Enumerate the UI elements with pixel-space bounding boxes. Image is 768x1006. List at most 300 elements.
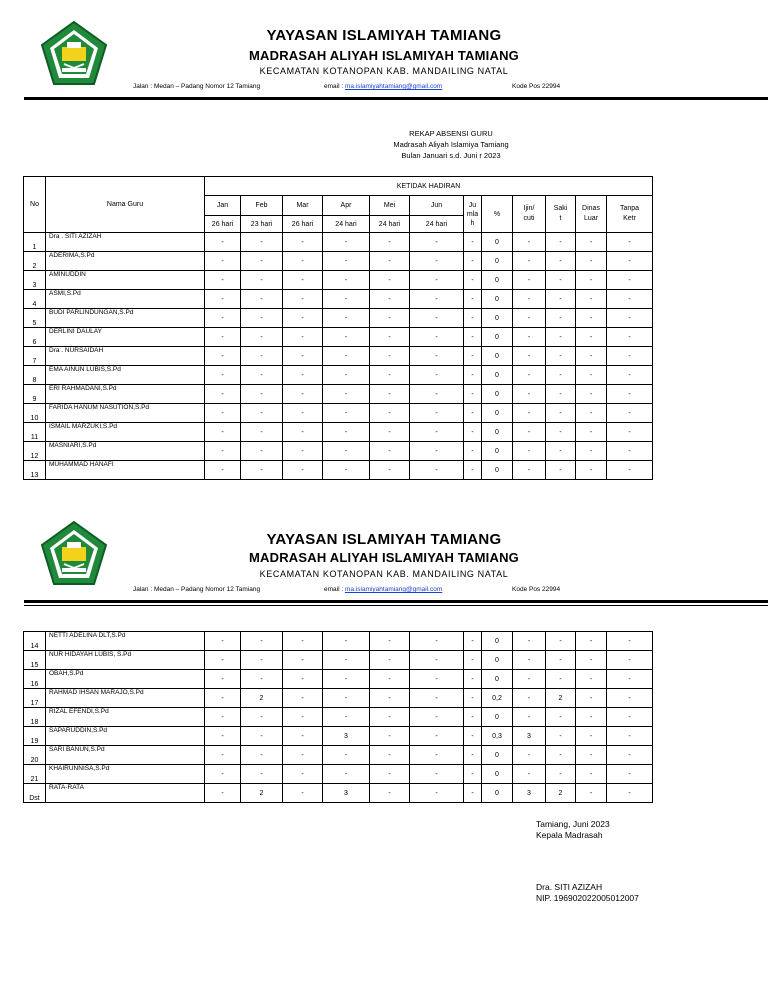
attendance-cell: - [546,385,576,404]
teacher-name: FARIDA HANUM NASUTION,S.Pd [46,404,205,423]
table-row [24,461,653,480]
attendance-cell: - [205,689,241,708]
attendance-cell: - [546,328,576,347]
attendance-cell: - [241,746,283,765]
attendance-cell: - [370,271,410,290]
attendance-cell: - [410,708,464,727]
attendance-cell: - [410,252,464,271]
table-row [24,404,653,423]
attendance-cell: - [283,784,323,803]
attendance-cell: - [323,632,370,651]
table-row [24,689,653,708]
attendance-cell: - [607,765,653,784]
attendance-cell: 2 [546,689,576,708]
attendance-cell: 3 [513,784,546,803]
header-ketidak-hadiran: KETIDAK HADIRAN [205,177,653,196]
attendance-cell: - [323,290,370,309]
attendance-cell: 0 [482,632,513,651]
attendance-cell: - [576,252,607,271]
attendance-cell: - [546,746,576,765]
attendance-cell: - [464,404,482,423]
attendance-cell: - [546,347,576,366]
attendance-cell: - [607,385,653,404]
attendance-cell: - [283,309,323,328]
attendance-cell: - [370,784,410,803]
attendance-cell: - [607,727,653,746]
signature-name-block [536,882,639,904]
attendance-cell: - [576,651,607,670]
attendance-cell: - [513,765,546,784]
attendance-cell: - [205,385,241,404]
attendance-cell: - [323,385,370,404]
attendance-cell: - [464,252,482,271]
teacher-name: EMA AINUN LUBIS,S.Pd [46,366,205,385]
attendance-cell: - [607,689,653,708]
attendance-cell: - [546,632,576,651]
attendance-cell: - [370,765,410,784]
teacher-name: RIZAL EFENDI,S.Pd [46,708,205,727]
attendance-cell: - [464,670,482,689]
attendance-cell: - [370,309,410,328]
attendance-cell: - [283,423,323,442]
letterhead-rule [24,600,768,603]
teacher-name: KHAIRUNNISA,S.Pd [46,765,205,784]
row-number: 8 [24,366,46,385]
attendance-cell: - [205,727,241,746]
attendance-cell: - [576,309,607,328]
attendance-cell: - [370,442,410,461]
attendance-cell: - [546,233,576,252]
attendance-cell: - [283,328,323,347]
attendance-cell: - [576,233,607,252]
attendance-cell: - [370,423,410,442]
table-row [24,670,653,689]
attendance-cell: 0,2 [482,689,513,708]
attendance-cell: - [241,233,283,252]
header-days: 23 hari [241,216,283,233]
header-days: 24 hari [370,216,410,233]
attendance-cell: - [513,252,546,271]
attendance-cell: - [323,746,370,765]
attendance-cell: - [370,689,410,708]
attendance-cell: - [607,746,653,765]
table-row [24,442,653,461]
attendance-cell: - [410,347,464,366]
teacher-name: NUR HIDAYAH LUBIS, S.Pd [46,651,205,670]
attendance-cell: - [410,233,464,252]
attendance-cell: - [607,784,653,803]
attendance-cell: - [607,233,653,252]
attendance-cell: 0 [482,670,513,689]
header-no: No [24,177,46,233]
attendance-cell: - [576,727,607,746]
attendance-cell: - [241,423,283,442]
row-number: 3 [24,271,46,290]
attendance-cell: - [464,347,482,366]
attendance-cell: - [576,746,607,765]
attendance-cell: - [241,366,283,385]
attendance-cell: - [323,328,370,347]
attendance-cell: - [607,670,653,689]
attendance-cell: - [370,252,410,271]
attendance-cell: - [370,670,410,689]
address-line: Jalan : Medan – Padang Nomor 12 Tamiang [133,586,261,593]
attendance-cell: 3 [513,727,546,746]
attendance-cell: 0 [482,746,513,765]
attendance-cell: - [241,765,283,784]
table-row [24,784,653,803]
attendance-cell: 0 [482,784,513,803]
attendance-cell: - [513,651,546,670]
header-sakit: Saki t [546,196,576,233]
teacher-name: ASMI,S.Pd [46,290,205,309]
attendance-cell: - [464,632,482,651]
teacher-name: OBAH,S.Pd [46,670,205,689]
attendance-cell: 0 [482,233,513,252]
attendance-cell: - [576,765,607,784]
attendance-cell: - [241,727,283,746]
attendance-cell: - [241,290,283,309]
teacher-name: ERI RAHMADANI,S.Pd [46,385,205,404]
attendance-cell: - [241,632,283,651]
table-row [24,290,653,309]
report-period: Bulan Januari s.d. Juni r 2023 [401,151,501,160]
attendance-cell: - [241,651,283,670]
attendance-cell: - [513,347,546,366]
attendance-cell: - [323,708,370,727]
attendance-cell: - [323,765,370,784]
row-number: 13 [24,461,46,480]
attendance-cell: - [283,385,323,404]
attendance-cell: 0 [482,765,513,784]
attendance-cell: - [323,252,370,271]
attendance-cell: - [283,442,323,461]
signature-role: Kepala Madrasah [536,830,603,840]
attendance-cell: - [323,689,370,708]
teacher-name: RAHMAD IHSAN MARAJO,S.Pd [46,689,205,708]
attendance-cell: - [546,461,576,480]
attendance-cell: - [241,708,283,727]
attendance-table-1 [23,176,653,480]
attendance-cell: - [323,423,370,442]
teacher-name: SARI BANUN,S.Pd [46,746,205,765]
teacher-name: ISMAIL MARZUKI,S.Pd [46,423,205,442]
attendance-cell: - [464,765,482,784]
school-title: MADRASAH ALIYAH ISLAMIYAH TAMIANG [249,550,519,565]
attendance-cell: - [410,309,464,328]
school-title: MADRASAH ALIYAH ISLAMIYAH TAMIANG [249,48,519,63]
attendance-cell: - [370,404,410,423]
attendance-cell: - [546,309,576,328]
attendance-cell: - [607,632,653,651]
attendance-cell: - [607,309,653,328]
attendance-cell: - [205,423,241,442]
attendance-cell: 0 [482,442,513,461]
attendance-cell: - [410,385,464,404]
attendance-cell: - [464,423,482,442]
table-row [24,423,653,442]
signature-block [536,819,610,841]
row-number: 4 [24,290,46,309]
attendance-cell: - [576,347,607,366]
header-days: 26 hari [205,216,241,233]
attendance-cell: - [546,442,576,461]
attendance-cell: - [241,385,283,404]
attendance-cell: - [546,727,576,746]
attendance-cell: - [513,328,546,347]
attendance-cell: - [205,632,241,651]
attendance-cell: - [241,309,283,328]
attendance-cell: - [241,670,283,689]
attendance-cell: - [205,347,241,366]
attendance-cell: - [241,442,283,461]
attendance-cell: - [576,670,607,689]
attendance-cell: - [370,385,410,404]
row-number: 1 [24,233,46,252]
row-number: 9 [24,385,46,404]
teacher-name: DERLINI DAULAY [46,328,205,347]
attendance-cell: - [546,423,576,442]
attendance-cell: 0 [482,404,513,423]
attendance-cell: - [370,290,410,309]
attendance-cell: - [205,784,241,803]
attendance-cell: 0 [482,423,513,442]
header-dinas: Dinas Luar [576,196,607,233]
attendance-cell: - [513,309,546,328]
attendance-cell: - [607,461,653,480]
attendance-cell: - [546,290,576,309]
attendance-cell: - [576,271,607,290]
teacher-name: BUDI PARLINDUNGAN,S.Pd [46,309,205,328]
table-row [24,765,653,784]
attendance-cell: - [410,271,464,290]
attendance-cell: - [410,442,464,461]
row-number: 11 [24,423,46,442]
attendance-cell: - [370,347,410,366]
attendance-cell: 0,3 [482,727,513,746]
row-number: 20 [24,746,46,765]
attendance-cell: - [464,784,482,803]
attendance-cell: - [370,727,410,746]
attendance-cell: - [205,328,241,347]
report-heading [286,128,616,161]
table-row [24,385,653,404]
attendance-cell: - [410,290,464,309]
postal-code: Kode Pos 22994 [512,586,561,593]
attendance-cell: 0 [482,708,513,727]
email-label: email : [324,83,344,90]
attendance-cell: - [205,765,241,784]
foundation-title: YAYASAN ISLAMIYAH TAMIANG [266,27,502,44]
attendance-cell: - [370,746,410,765]
attendance-cell: - [464,746,482,765]
attendance-cell: - [607,290,653,309]
attendance-cell: 0 [482,461,513,480]
email-line [324,586,442,593]
table-row [24,252,653,271]
foundation-title: YAYASAN ISLAMIYAH TAMIANG [266,531,502,548]
attendance-cell: - [283,366,323,385]
attendance-cell: - [283,233,323,252]
attendance-cell: 2 [241,689,283,708]
attendance-cell: 0 [482,309,513,328]
attendance-cell: - [513,708,546,727]
attendance-cell: - [607,404,653,423]
attendance-cell: - [576,442,607,461]
attendance-cell: - [607,252,653,271]
attendance-cell: 0 [482,347,513,366]
signature-name: Dra. SITI AZIZAH [536,882,603,892]
table-row [24,708,653,727]
attendance-cell: - [513,271,546,290]
header-month: Feb [241,196,283,216]
attendance-cell: - [283,746,323,765]
header-days: 24 hari [323,216,370,233]
attendance-cell: - [576,784,607,803]
attendance-cell: - [464,461,482,480]
attendance-cell: - [323,233,370,252]
attendance-cell: - [464,708,482,727]
attendance-cell: - [283,651,323,670]
attendance-cell: - [283,708,323,727]
header-ijin: Ijin/ cuti [513,196,546,233]
attendance-cell: - [323,309,370,328]
attendance-cell: - [464,290,482,309]
report-subtitle: Madrasah Aliyah Islamiya Tamiang [393,140,509,149]
report-title: REKAP ABSENSI GURU [409,129,493,138]
teacher-name: ADERIMA,S.Pd [46,252,205,271]
attendance-cell: - [283,765,323,784]
header-name: Nama Guru [46,177,205,233]
attendance-cell: - [546,670,576,689]
attendance-cell: - [464,233,482,252]
attendance-cell: - [607,708,653,727]
attendance-cell: - [513,442,546,461]
attendance-cell: - [323,670,370,689]
teacher-name: RATA-RATA [46,784,205,803]
table-row [24,632,653,651]
attendance-cell: - [513,290,546,309]
table-row [24,651,653,670]
attendance-cell: - [576,328,607,347]
attendance-cell: - [370,233,410,252]
header-month: Jun [410,196,464,216]
table-row [24,233,653,252]
attendance-cell: - [410,670,464,689]
row-number: 18 [24,708,46,727]
attendance-cell: - [205,670,241,689]
attendance-cell: - [464,727,482,746]
header-month: Mar [283,196,323,216]
attendance-cell: - [205,252,241,271]
row-number: 10 [24,404,46,423]
attendance-cell: - [241,271,283,290]
attendance-cell: - [410,651,464,670]
attendance-cell: - [370,366,410,385]
signature-nip: NIP. 196902022005012007 [536,893,639,903]
attendance-cell: - [464,385,482,404]
attendance-cell: - [464,328,482,347]
attendance-cell: - [283,347,323,366]
attendance-cell: - [607,347,653,366]
attendance-cell: - [241,347,283,366]
attendance-cell: - [241,328,283,347]
attendance-cell: - [205,233,241,252]
teacher-name: MUHAMMAD HANAFI [46,461,205,480]
attendance-cell: - [546,252,576,271]
header-month: Apr [323,196,370,216]
attendance-cell: - [513,689,546,708]
attendance-cell: - [607,328,653,347]
attendance-cell: 0 [482,651,513,670]
row-number: 5 [24,309,46,328]
signature-place-date: Tamiang, Juni 2023 [536,819,610,829]
attendance-cell: - [513,404,546,423]
email-label: email : [324,586,344,593]
attendance-cell: - [410,784,464,803]
attendance-cell: 0 [482,290,513,309]
district-line: KECAMATAN KOTANOPAN KAB. MANDAILING NATAL [259,569,509,579]
attendance-cell: - [410,632,464,651]
table-row [24,328,653,347]
attendance-cell: - [464,442,482,461]
table-row [24,366,653,385]
table-row [24,727,653,746]
row-number: 2 [24,252,46,271]
attendance-cell: - [205,309,241,328]
email-link[interactable]: ma.islamiyahtamiang@gmail.com [344,83,443,90]
header-percent: % [482,196,513,233]
attendance-cell: - [205,651,241,670]
email-link[interactable]: ma.islamiyahtamiang@gmail.com [344,586,443,593]
attendance-cell: - [464,309,482,328]
attendance-cell: - [410,423,464,442]
row-number: 12 [24,442,46,461]
attendance-cell: - [464,689,482,708]
attendance-cell: - [607,423,653,442]
table-row [24,309,653,328]
attendance-cell: - [576,708,607,727]
attendance-cell: - [410,461,464,480]
attendance-cell: - [283,670,323,689]
row-number: 15 [24,651,46,670]
attendance-cell: - [513,746,546,765]
row-number: 19 [24,727,46,746]
row-number: 17 [24,689,46,708]
attendance-cell: - [410,746,464,765]
attendance-cell: - [546,651,576,670]
attendance-cell: - [370,461,410,480]
row-number: Dst [24,784,46,803]
teacher-name: Dra . SITI AZIZAH [46,233,205,252]
attendance-cell: - [323,461,370,480]
header-month: Mei [370,196,410,216]
attendance-cell: - [323,347,370,366]
attendance-cell: - [205,366,241,385]
attendance-cell: - [607,651,653,670]
header-days: 26 hari [283,216,323,233]
row-number: 14 [24,632,46,651]
email-line [324,83,442,90]
attendance-cell: - [576,461,607,480]
attendance-cell: - [513,461,546,480]
attendance-table-2 [23,631,653,803]
letterhead-rule-thin [24,605,768,606]
row-number: 7 [24,347,46,366]
header-days: 24 hari [410,216,464,233]
header-month: Jan [205,196,241,216]
attendance-cell: - [607,442,653,461]
